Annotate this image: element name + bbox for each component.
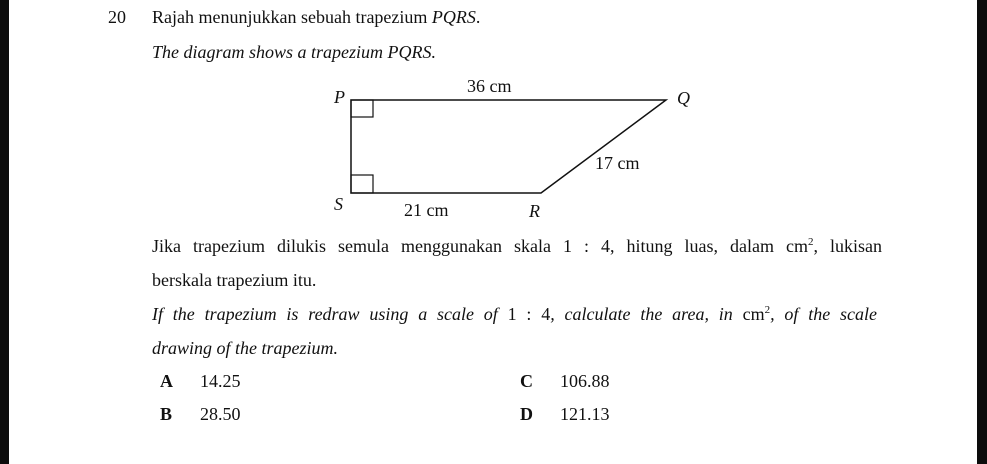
question-number: 20: [108, 7, 126, 27]
ms-line1-before: Jika trapezium dilukis semula menggunakan skala: [152, 236, 563, 256]
option-value: 28.50: [200, 404, 241, 424]
side-label-sr: 21 cm: [404, 200, 449, 220]
option-letter: C: [520, 371, 533, 391]
stem-malay-suffix: .: [475, 7, 481, 27]
en-line1-middle: , calculate the area, in: [550, 304, 743, 324]
ms-line1-unit: cm: [785, 236, 808, 256]
right-angle-marker-p: [351, 100, 373, 117]
question-english-line-2: drawing of the trapezium.: [152, 338, 339, 358]
ms-line1-middle: , hitung luas, dalam: [609, 236, 786, 256]
option-letter: A: [160, 371, 173, 391]
option-value: 14.25: [200, 371, 241, 391]
question-stem-english: The diagram shows a trapezium PQRS.: [152, 42, 437, 62]
vertex-label-p: P: [334, 87, 345, 107]
vertex-label-r: R: [529, 201, 540, 221]
option-value: 106.88: [560, 371, 610, 391]
vertex-label-s: S: [334, 194, 343, 214]
question-malay-line-1: [152, 236, 882, 257]
side-label-qr: 17 cm: [595, 153, 640, 173]
question-malay-line-2: berskala trapezium itu.: [152, 270, 317, 290]
en-line1-after: , of the scale: [770, 304, 877, 324]
stem-malay-trapezium-name: PQRS: [431, 7, 476, 27]
en-line1-before: If the trapezium is redraw using a scale of: [152, 304, 508, 324]
option-value: 121.13: [560, 404, 610, 424]
ms-line1-scale: 1 : 4: [562, 236, 610, 256]
en-line1-unit: cm: [742, 304, 765, 324]
option-letter: D: [520, 404, 533, 424]
side-label-pq: 36 cm: [467, 76, 512, 96]
vertex-label-q: Q: [677, 88, 690, 108]
trapezium-pqrs-shape: [351, 100, 666, 193]
option-letter: B: [160, 404, 173, 424]
ms-line1-power: 2: [807, 236, 814, 248]
en-line1-scale: 1 : 4: [507, 304, 551, 324]
stem-malay-prefix: Rajah menunjukkan sebuah trapezium: [152, 7, 432, 27]
ms-line1-after: , lukisan: [813, 236, 882, 256]
en-line1-power: 2: [764, 304, 771, 316]
question-english-line-1: [152, 304, 877, 325]
right-angle-marker-s: [351, 175, 373, 193]
